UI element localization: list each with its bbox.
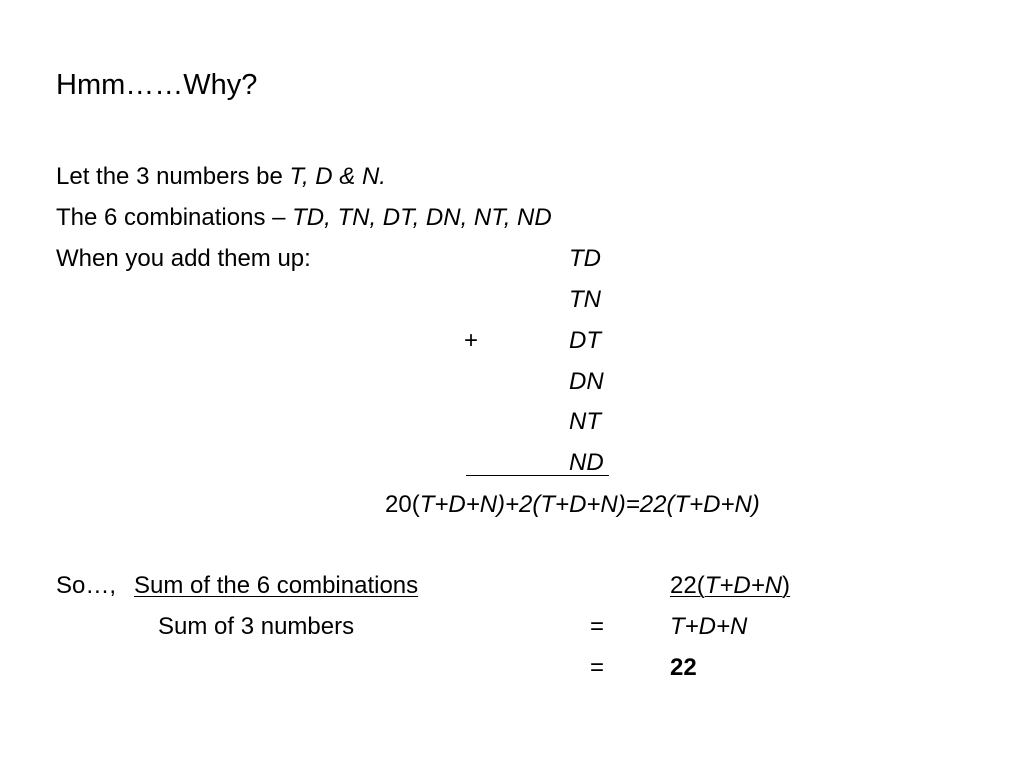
addition-result-expression: T+D+N)+2(T+D+N)=22(T+D+N) <box>419 491 760 518</box>
addition-sum-rule <box>466 475 609 476</box>
addition-term-3: DT <box>569 327 601 354</box>
so-label: So…, <box>56 572 117 599</box>
plus-sign: + <box>464 327 479 354</box>
final-answer: 22 <box>670 654 697 681</box>
equals-sign-1: = <box>590 613 605 640</box>
equals-sign-2: = <box>590 654 605 681</box>
numerator-value-expression: T+D+N <box>704 572 783 599</box>
numbers-definition-variables: T, D & N. <box>289 163 386 190</box>
combinations-list: TD, TN, DT, DN, NT, ND <box>292 204 552 231</box>
numbers-definition-text: Let the 3 numbers be <box>56 163 290 190</box>
addition-term-5: NT <box>569 408 601 435</box>
numbers-definition-line <box>56 163 386 191</box>
addition-term-4: DN <box>569 368 604 395</box>
addition-term-6: ND <box>569 449 604 476</box>
numerator-value-prefix: 22( <box>670 572 705 599</box>
addition-term-2: TN <box>569 286 601 313</box>
denominator-label: Sum of 3 numbers <box>158 613 355 640</box>
combinations-line <box>56 204 552 232</box>
addition-result-line <box>385 491 760 519</box>
add-them-up-label: When you add them up: <box>56 245 311 272</box>
denominator-value: T+D+N <box>670 613 748 640</box>
addition-term-1: TD <box>569 245 601 272</box>
addition-result-prefix: 20( <box>385 491 420 518</box>
combinations-text: The 6 combinations – <box>56 204 293 231</box>
numerator-value-suffix: ) <box>782 572 791 599</box>
slide-title: Hmm……Why? <box>56 69 258 101</box>
numerator-label: Sum of the 6 combinations <box>134 572 419 599</box>
numerator-value <box>670 572 790 600</box>
